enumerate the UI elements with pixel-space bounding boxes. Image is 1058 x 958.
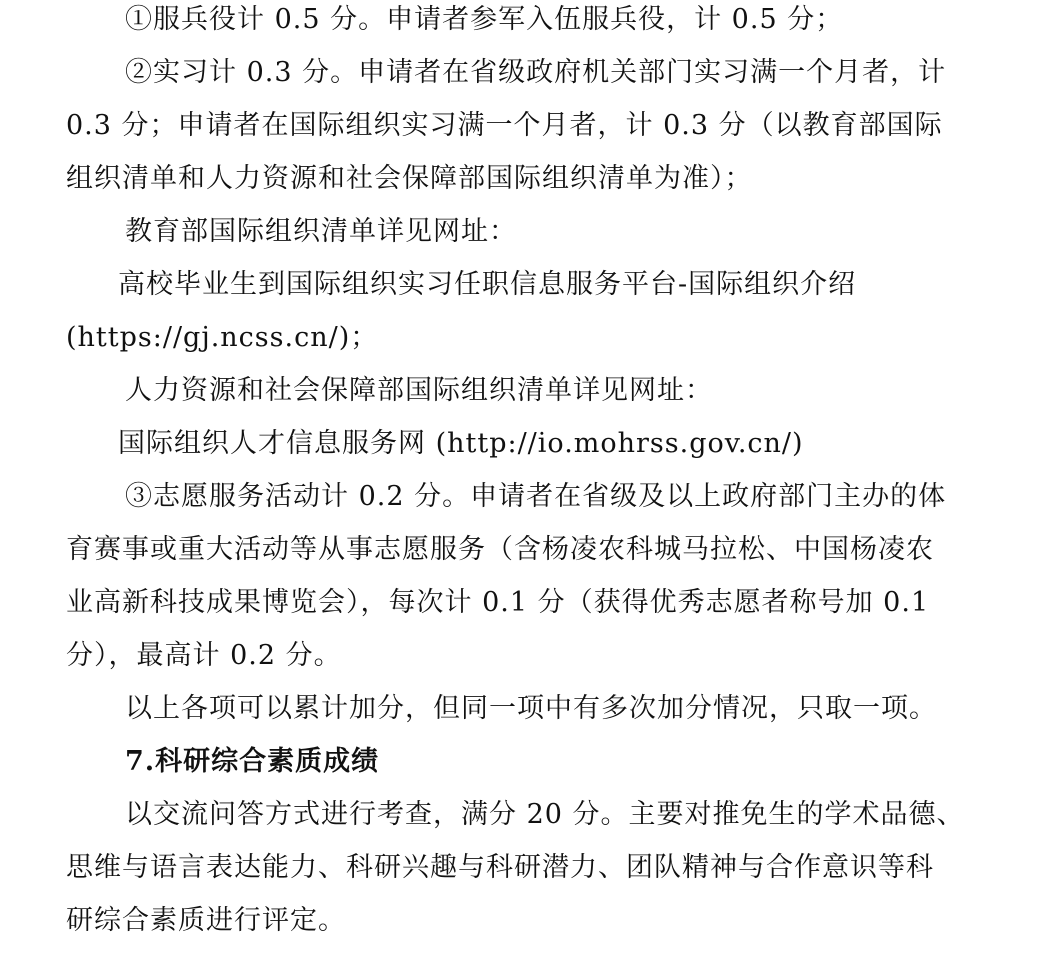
paragraph-volunteer-line-1: ③志愿服务活动计 0.2 分。申请者在省级及以上政府部门主办的体 (125, 481, 947, 512)
paragraph-volunteer-line-4: 分），最高计 0.2 分。 (66, 640, 342, 671)
section-heading-research-quality: 7.科研综合素质成绩 (125, 746, 380, 777)
mohrss-network-url: 国际组织人才信息服务网 (http://io.mohrss.gov.cn/) (118, 428, 804, 459)
moe-platform-url: (https://gj.ncss.cn/)； (66, 322, 379, 353)
paragraph-research-line-3: 研综合素质进行评定。 (66, 905, 346, 936)
paragraph-research-line-1: 以交流问答方式进行考查，满分 20 分。主要对推免生的学术品德、 (125, 799, 965, 830)
paragraph-volunteer-line-2: 育赛事或重大活动等从事志愿服务（含杨凌农科城马拉松、中国杨凌农 (66, 534, 934, 565)
paragraph-internship-line-3: 组织清单和人力资源和社会保障部国际组织清单为准）； (66, 163, 753, 194)
paragraph-volunteer-line-3: 业高新科技成果博览会），每次计 0.1 分（获得优秀志愿者称号加 0.1 (66, 587, 930, 618)
paragraph-cumulative-note: 以上各项可以累计加分，但同一项中有多次加分情况，只取一项。 (125, 693, 937, 724)
paragraph-research-line-2: 思维与语言表达能力、科研兴趣与科研潜力、团队精神与合作意识等科 (66, 852, 934, 883)
mohrss-list-label: 人力资源和社会保障部国际组织清单详见网址： (125, 375, 713, 406)
paragraph-military-service: ①服兵役计 0.5 分。申请者参军入伍服兵役，计 0.5 分； (125, 4, 844, 35)
paragraph-internship-line-1: ②实习计 0.3 分。申请者在省级政府机关部门实习满一个月者，计 (125, 57, 947, 88)
moe-platform-name: 高校毕业生到国际组织实习任职信息服务平台-国际组织介绍 (118, 269, 857, 300)
paragraph-internship-line-2: 0.3 分；申请者在国际组织实习满一个月者，计 0.3 分（以教育部国际 (66, 110, 943, 141)
moe-list-label: 教育部国际组织清单详见网址： (125, 216, 517, 247)
